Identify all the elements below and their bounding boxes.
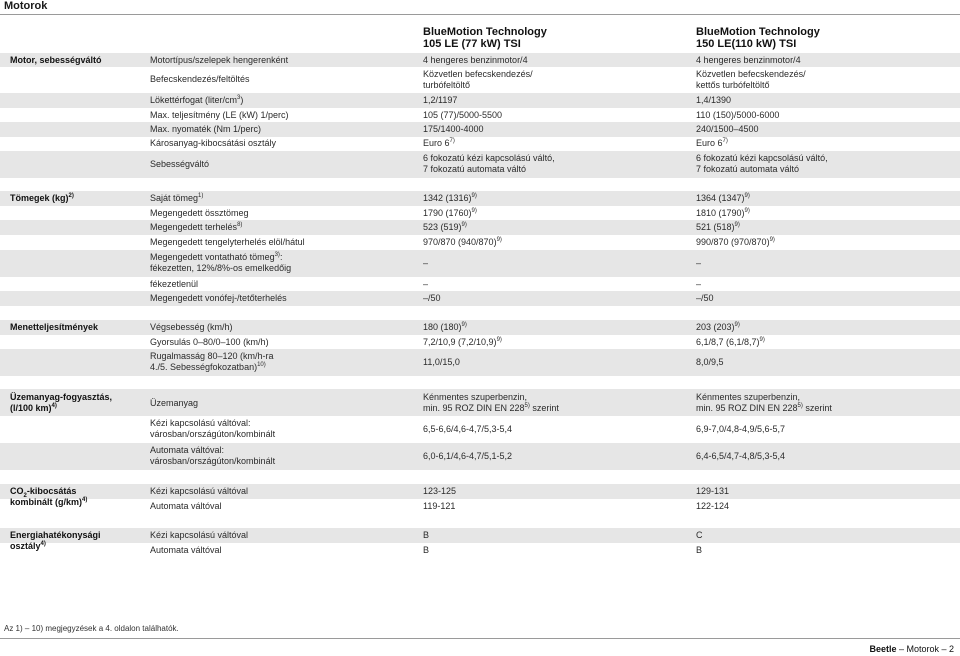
footnote-ref: 9) — [471, 208, 477, 214]
row-value: Euro 6 — [696, 138, 723, 148]
row-value: 1,4/1390 — [696, 95, 732, 105]
row-value: 6,5-6,6/4,6-4,7/5,3-5,4 — [423, 424, 513, 434]
row-value: C — [696, 530, 703, 540]
row-value: 203 (203) — [696, 322, 735, 332]
column-header-line: 105 LE (77 kW) TSI — [423, 38, 521, 50]
row-value: 4 hengeres benzinmotor/4 — [696, 55, 801, 65]
page-title: Motorok — [4, 0, 48, 12]
table-row — [0, 206, 960, 221]
column-header-line: BlueMotion Technology — [696, 26, 820, 38]
footnote-ref: 7) — [449, 138, 455, 144]
row-label: városban/országúton/kombinált — [150, 429, 276, 439]
row-value: kettős turbófeltöltő — [696, 80, 770, 90]
section-label: 2 — [23, 492, 27, 499]
row-label: Végsebesség (km/h) — [150, 322, 233, 332]
table-row — [0, 416, 960, 443]
row-value: – — [696, 258, 702, 268]
row-value: 6 fokozatú kézi kapcsolású váltó, — [696, 153, 828, 163]
row-label: Megengedett vontatható tömeg — [150, 252, 275, 262]
row-label: Üzemanyag — [150, 398, 199, 408]
row-label: Motortípus/szelepek hengerenként — [150, 55, 289, 65]
table-row — [0, 349, 960, 376]
column-header-150 — [696, 26, 820, 50]
table-row — [0, 108, 960, 123]
row-label: Automata váltóval: — [150, 445, 225, 455]
row-value: 1810 (1790) — [696, 208, 745, 218]
footnote-ref: 9) — [461, 322, 467, 328]
row-label: 4./5. Sebességfokozatban) — [150, 362, 258, 372]
footnote-ref: 9) — [759, 337, 765, 343]
footnote-ref: 9) — [734, 222, 740, 228]
row-value: 990/870 (970/870) — [696, 237, 770, 247]
footnote-ref: 9) — [734, 322, 740, 328]
section-label: Tömegek (kg) — [10, 193, 69, 203]
row-value: –/50 — [696, 293, 714, 303]
row-value: Euro 6 — [423, 138, 450, 148]
row-value: 1,2/1197 — [423, 95, 458, 105]
row-label: Kézi kapcsolású váltóval: — [150, 418, 251, 428]
table-row — [0, 499, 960, 514]
table-row — [0, 320, 960, 335]
column-header-105 — [423, 26, 547, 50]
row-value: 7,2/10,9 (7,2/10,9) — [423, 337, 497, 347]
footer-text: – Motorok – 2 — [896, 644, 954, 654]
row-label: Automata váltóval — [150, 545, 222, 555]
column-header-line: BlueMotion Technology — [423, 26, 547, 38]
row-label: Megengedett vonófej-/tetőterhelés — [150, 293, 287, 303]
row-label: Gyorsulás 0–80/0–100 (km/h) — [150, 337, 269, 347]
row-value: 180 (180) — [423, 322, 462, 332]
row-label: Befecskendezés/feltöltés — [150, 74, 250, 84]
row-value: – — [423, 279, 429, 289]
row-value: turbófeltöltő — [423, 80, 471, 90]
row-value: 8,0/9,5 — [696, 357, 724, 367]
table-row — [0, 136, 960, 151]
footnote-ref: 9) — [496, 337, 502, 343]
column-header-line: 150 LE(110 kW) TSI — [696, 38, 797, 50]
row-label: fékezetlenül — [150, 279, 199, 289]
footnote-ref: 10) — [257, 362, 266, 368]
row-value: szerint — [529, 403, 559, 413]
table-row — [0, 68, 960, 94]
table-row — [0, 291, 960, 306]
table-row — [0, 277, 960, 292]
row-value: 1342 (1316) — [423, 193, 472, 203]
row-label: fékezetten, 12%/8%-os emelkedőig — [150, 263, 292, 273]
table-row — [0, 151, 960, 178]
row-value: 105 (77)/5000-5500 — [423, 110, 503, 120]
row-label: városban/országúton/kombinált — [150, 456, 276, 466]
table-row — [0, 389, 960, 416]
footnote-ref: 5) — [524, 403, 530, 409]
section-label: Menetteljesítmények — [10, 322, 99, 332]
row-label: Kézi kapcsolású váltóval — [150, 486, 249, 496]
table-row — [0, 235, 960, 250]
section-label: Motor, sebességváltó — [10, 55, 102, 65]
row-value: B — [423, 545, 430, 555]
row-label: Saját tömeg — [150, 193, 199, 203]
row-value: B — [423, 530, 430, 540]
top-divider — [0, 14, 960, 15]
row-value: 123-125 — [423, 486, 457, 496]
row-value: 6,4-6,5/4,7-4,8/5,3-5,4 — [696, 451, 786, 461]
footnote-ref: 5) — [797, 403, 803, 409]
row-label: Automata váltóval — [150, 501, 222, 511]
row-label: Kézi kapcsolású váltóval — [150, 530, 249, 540]
footnote-ref: 9) — [769, 237, 775, 243]
footnote-ref: 4) — [40, 541, 46, 547]
row-label: Max. teljesítmény (LE (kW) 1/perc) — [150, 110, 289, 120]
row-value: – — [423, 258, 429, 268]
row-value: 4 hengeres benzinmotor/4 — [423, 55, 528, 65]
table-row — [0, 220, 960, 235]
row-label: Max. nyomaték (Nm 1/perc) — [150, 124, 262, 134]
section-label: CO — [10, 486, 24, 496]
row-value: 7 fokozatú automata váltó — [696, 164, 800, 174]
row-value: 970/870 (940/870) — [423, 237, 497, 247]
row-value: 110 (150)/5000-6000 — [696, 110, 780, 120]
row-value: 6 fokozatú kézi kapcsolású váltó, — [423, 153, 555, 163]
table-row — [0, 250, 960, 277]
footnote-ref: 1) — [198, 193, 204, 199]
row-value: min. 95 ROZ DIN EN 228 — [696, 403, 798, 413]
row-value: Kénmentes szuperbenzin, — [423, 392, 528, 402]
row-value: 523 (519) — [423, 222, 462, 232]
row-value: Kénmentes szuperbenzin, — [696, 392, 801, 402]
row-label: Rugalmasság 80–120 (km/h-ra — [150, 351, 274, 361]
row-label: ) — [240, 95, 244, 105]
footnote-ref: 9) — [471, 193, 477, 199]
row-value: 119-121 — [423, 501, 456, 511]
footnote-ref: 9) — [744, 208, 750, 214]
footnote: Az 1) – 10) megjegyzések a 4. oldalon találhatók. — [4, 624, 179, 633]
row-value: 6,1/8,7 (6,1/8,7) — [696, 337, 760, 347]
row-label: Megengedett össztömeg — [150, 208, 249, 218]
row-value: 6,0-6,1/4,6-4,7/5,1-5,2 — [423, 451, 513, 461]
table-row — [0, 191, 960, 206]
table-row — [0, 122, 960, 137]
row-label: Megengedett tengelyterhelés elöl/hátul — [150, 237, 305, 247]
footnote-ref: 9) — [744, 193, 750, 199]
section-label: Üzemanyag-fogyasztás, — [10, 392, 113, 402]
row-value: Közvetlen befecskendezés/ — [423, 69, 533, 79]
section-label: (l/100 km) — [10, 403, 52, 413]
footnote-ref: 7) — [722, 138, 728, 144]
row-label: Károsanyag-kibocsátási osztály — [150, 138, 277, 148]
row-value: 7 fokozatú automata váltó — [423, 164, 527, 174]
row-value: 175/1400-4000 — [423, 124, 484, 134]
row-label: : — [279, 252, 283, 262]
row-value: 1790 (1760) — [423, 208, 472, 218]
row-value: Közvetlen befecskendezés/ — [696, 69, 806, 79]
table-row — [0, 93, 960, 108]
row-value: szerint — [802, 403, 832, 413]
footnote-ref: 8) — [237, 222, 243, 228]
row-value: 1364 (1347) — [696, 193, 745, 203]
footnote-ref: 9) — [461, 222, 467, 228]
row-value: –/50 — [423, 293, 441, 303]
row-value: min. 95 ROZ DIN EN 228 — [423, 403, 525, 413]
row-value: B — [696, 545, 703, 555]
footnote-ref: 4) — [51, 403, 57, 409]
section-label: kombinált (g/km) — [10, 497, 83, 507]
footer-divider — [0, 638, 960, 639]
table-row — [0, 53, 960, 67]
table-row — [0, 443, 960, 470]
footnote-ref: 4) — [82, 497, 88, 503]
footnote-ref: 3) — [274, 252, 280, 258]
footer-model: Beetle — [869, 644, 897, 654]
row-value: 240/1500–4500 — [696, 124, 759, 134]
row-label: Megengedett terhelés — [150, 222, 238, 232]
row-label: Sebességváltó — [150, 159, 210, 169]
section-label: osztály — [10, 541, 41, 551]
row-value: 6,9-7,0/4,8-4,9/5,6-5,7 — [696, 424, 786, 434]
table-row — [0, 543, 960, 558]
section-label: -kibocsátás — [26, 486, 77, 496]
footnote-ref: 3 — [237, 95, 241, 101]
footnote-ref: 9) — [496, 237, 502, 243]
row-label: Lökettérfogat (liter/cm — [150, 95, 238, 105]
row-value: 11,0/15,0 — [423, 357, 460, 367]
footnote-ref: 2) — [68, 193, 74, 199]
section-label: Energiahatékonysági — [10, 530, 101, 540]
row-value: 122-124 — [696, 501, 730, 511]
row-value: – — [696, 279, 702, 289]
row-value: 129-131 — [696, 486, 730, 496]
row-value: 521 (518) — [696, 222, 735, 232]
table-row — [0, 335, 960, 350]
page-footer — [869, 644, 954, 654]
